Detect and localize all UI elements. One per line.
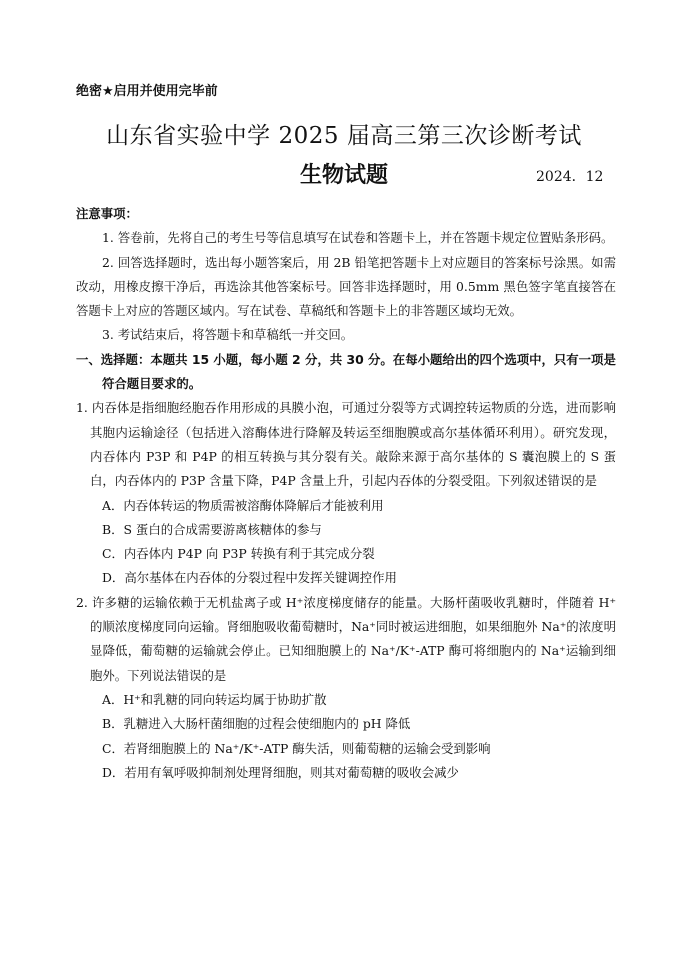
option-c: C．若肾细胞膜上的 Na⁺/K⁺-ATP 酶失活，则葡萄糖的运输会受到影响 — [102, 740, 491, 756]
option-a: A．内吞体转运的物质需被溶酶体降解后才能被利用 — [102, 497, 384, 513]
question-stem: 1. 内吞体是指细胞经胞吞作用形成的具膜小泡，可通过分裂等方式调控转运物质的分选，进而影响其胞内运输途径（包括进入溶酶体进行降解及转运至细胞膜或高尔基体循环利用）。研究发现，内吞体内 P3P 和 P4P 的相互转换与其分裂有关。敲除来源于高尔基体的 S 囊泡膜上的 S 蛋白，内吞体内的 P3P 含量下降，P4P 含量上升，引起内吞体的分裂受阻。下列叙述错误的是 — [76, 400, 616, 489]
notice-item: 3. 考试结束后，将答题卡和草稿纸一并交回。 — [102, 327, 354, 343]
option-a: A．H⁺和乳糖的同向转运均属于协助扩散 — [102, 691, 327, 707]
exam-date: 2024．12 — [536, 169, 604, 185]
confidential-mark: 绝密★启用并使用完毕前 — [76, 84, 218, 99]
exam-body — [76, 202, 616, 785]
notice-heading: 注意事项： — [76, 206, 138, 221]
subject-title: 生物试题 — [299, 163, 388, 188]
question-2 — [76, 591, 616, 785]
option-b: B．S 蛋白的合成需要游离核糖体的参与 — [102, 521, 322, 537]
notice-item: 1. 答卷前，先将自己的考生号等信息填写在试卷和答题卡上，并在答题卡规定位置贴条形码。 — [102, 230, 614, 246]
question-stem: 2. 许多糖的运输依赖于无机盐离子或 H⁺浓度梯度储存的能量。大肠杆菌吸收乳糖时，伴随着 H⁺的顺浓度梯度同向运输。肾细胞吸收葡萄糖时，Na⁺同时被运进细胞，如果细胞外 Na⁺的浓度明显降低，葡萄糖的运输就会停止。已知细胞膜上的 Na⁺/K⁺-ATP 酶可将细胞内的 Na⁺运输到细胞外。下列说法错误的是 — [76, 594, 616, 683]
question-1 — [76, 396, 616, 590]
option-b: B．乳糖进入大肠杆菌细胞的过程会使细胞内的 pH 降低 — [102, 716, 411, 732]
option-c: C．内吞体内 P4P 向 P3P 转换有利于其完成分裂 — [102, 546, 375, 562]
option-d: D．高尔基体在内吞体的分裂过程中发挥关键调控作用 — [102, 570, 397, 586]
option-d: D．若用有氧呼吸抑制剂处理肾细胞，则其对葡萄糖的吸收会减少 — [102, 764, 459, 780]
notice-item: 2. 回答选择题时，选出每小题答案后，用 2B 铅笔把答题卡上对应题目的答案标号涂黑。如需改动，用橡皮擦干净后，再选涂其他答案标号。回答非选择题时，用 0.5mm 黑色签字笔直接答在答题卡上对应的答题区域内。写在试卷、草稿纸和答题卡上的非答题区域均无效。 — [76, 254, 616, 319]
exam-title: 山东省实验中学 2025 届高三第三次诊断考试 — [106, 123, 582, 149]
section-heading: 一、选择题：本题共 15 小题，每小题 2 分，共 30 分。在每小题给出的四个选项中，只有一项是符合题目要求的。 — [76, 351, 616, 392]
